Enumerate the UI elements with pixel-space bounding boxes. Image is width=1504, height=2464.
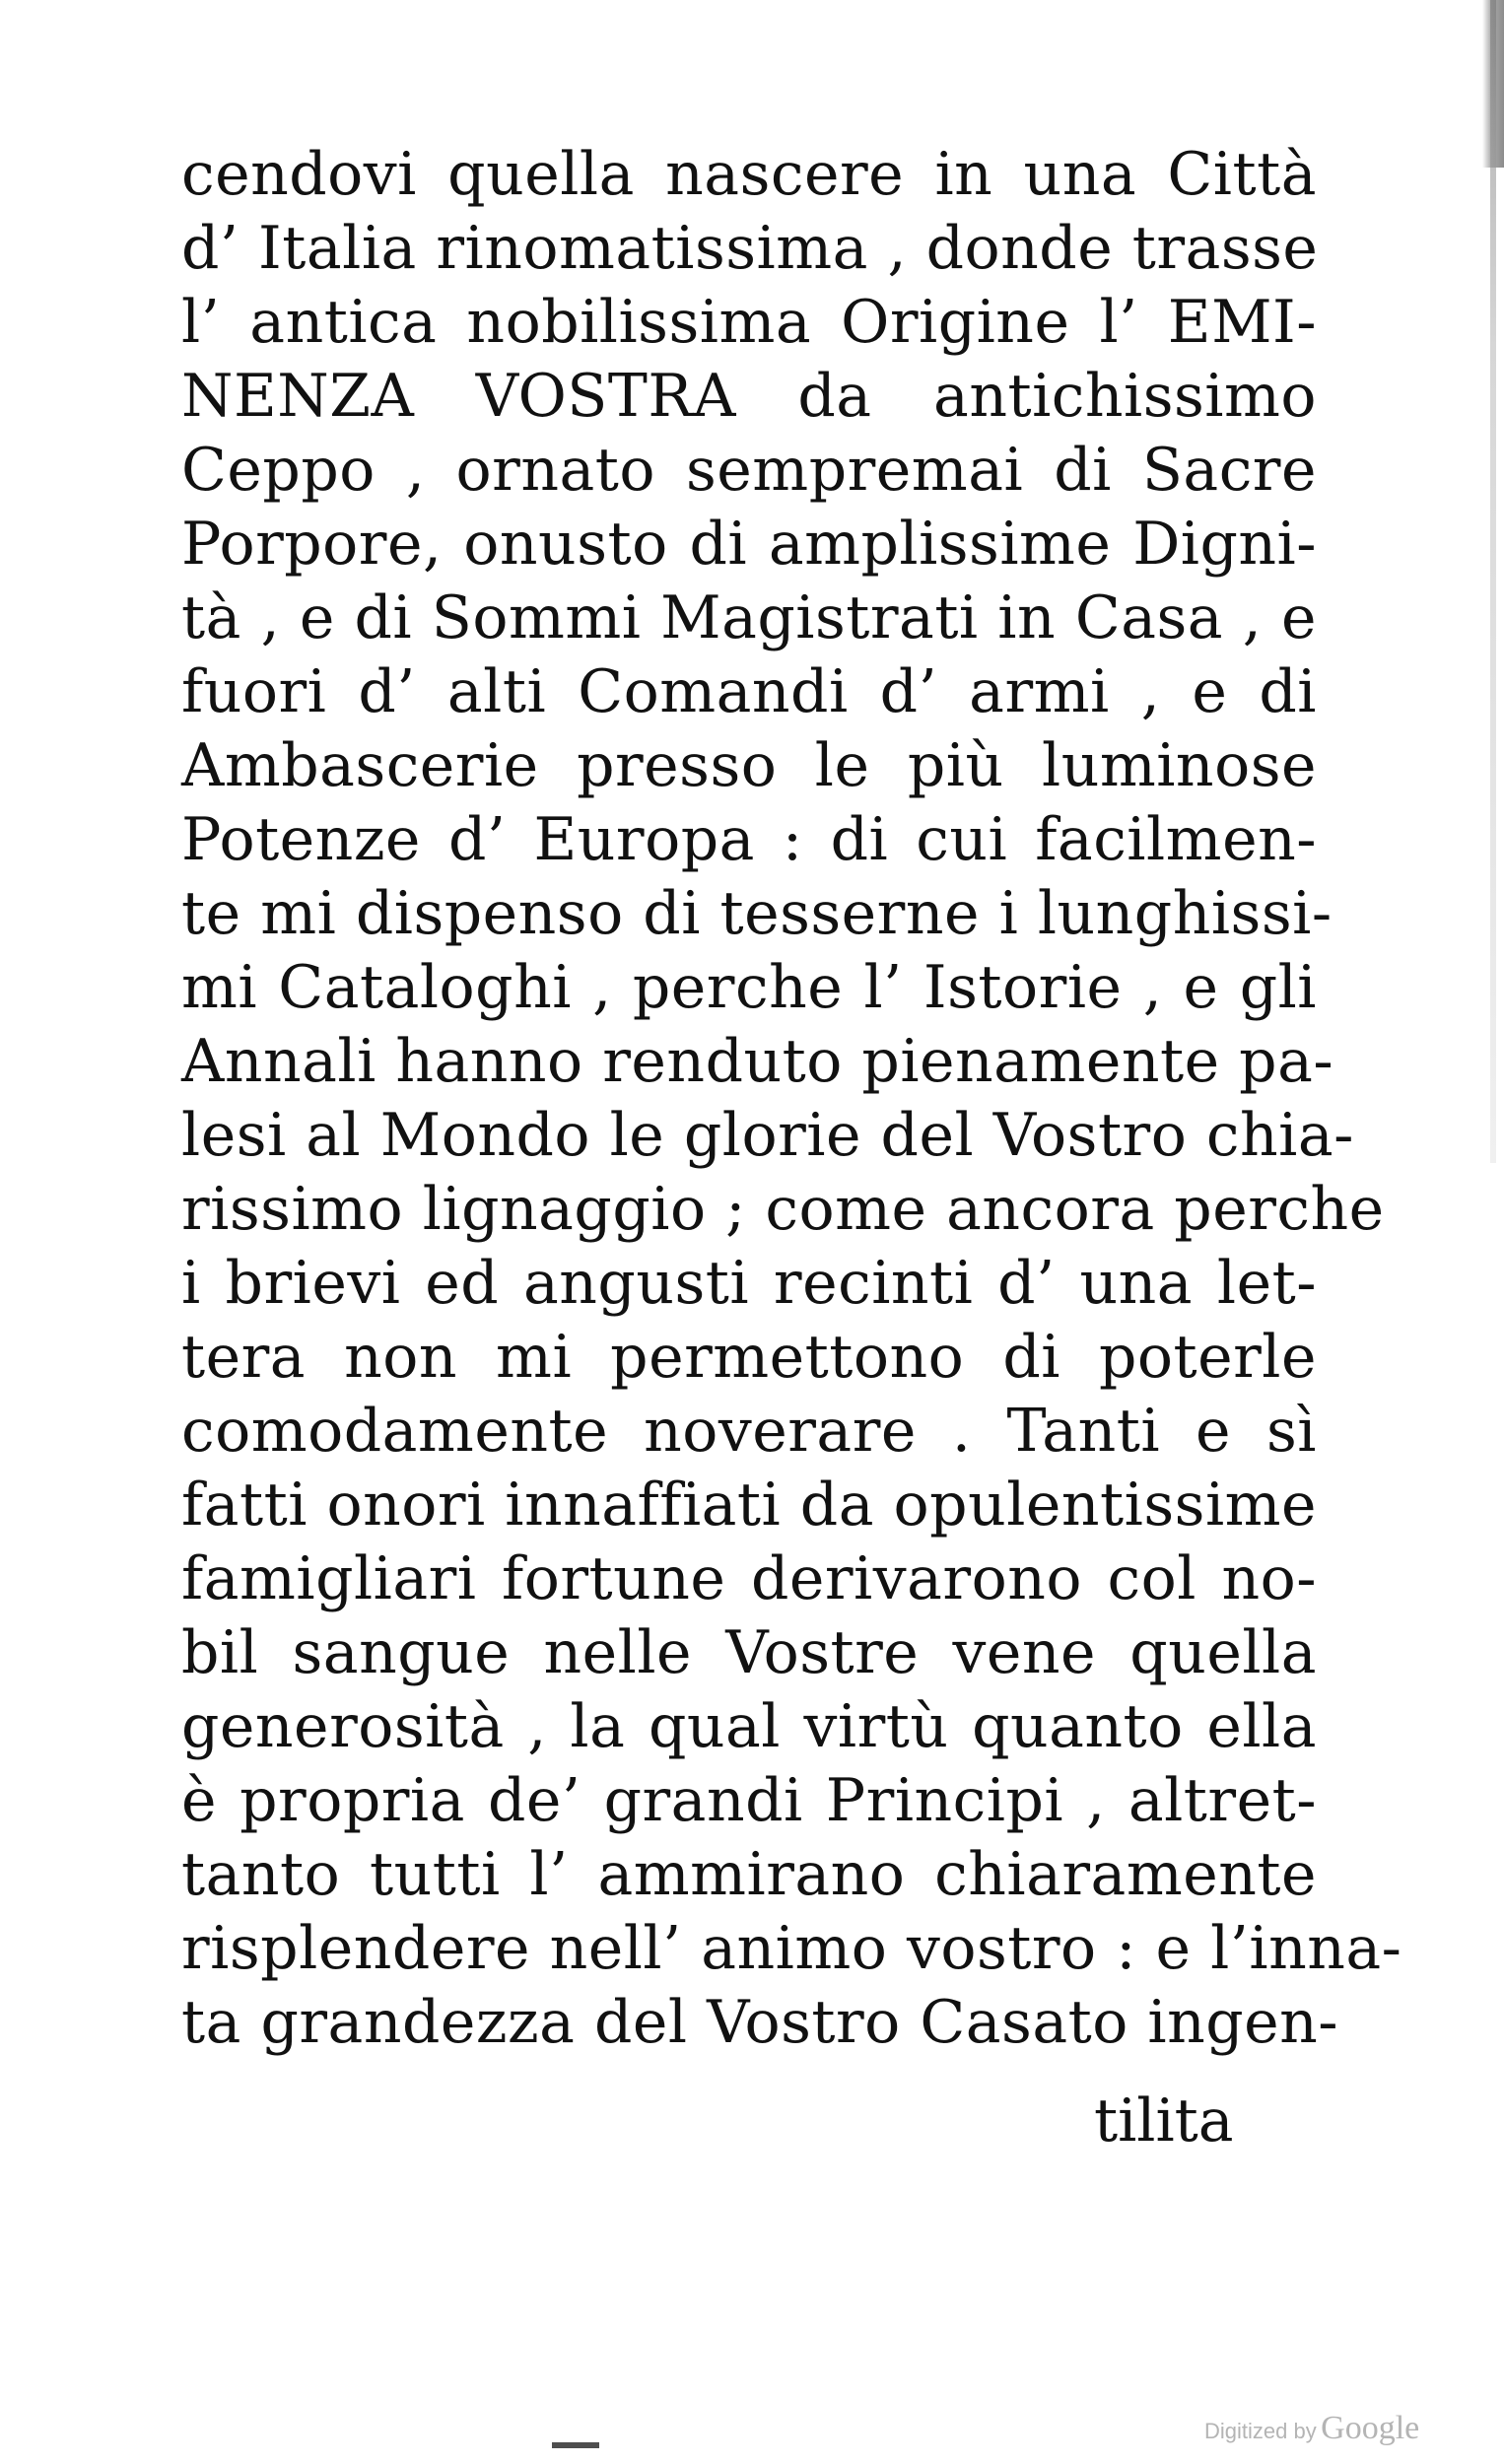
text-line: famigliari fortune derivarono col no- [181,1544,1317,1613]
body-text [181,138,1402,2060]
page-bottom-mark [552,2442,599,2448]
text-line: l’ antica nobilissima Origine l’ EMI- [181,288,1317,357]
page-edge-line [1490,0,1496,1163]
text-line: Porpore, onusto di amplissime Digni- [181,510,1317,579]
text-line: è propria de’ grandi Principi , altret- [181,1766,1317,1835]
catchword: tilita [1094,2087,1234,2156]
text-line: tanto tutti l’ ammirano chiaramente [181,1840,1317,1909]
text-line: Annali hanno renduto pienamente pa- [181,1027,1334,1096]
text-line: cendovi quella nascere in una Città [181,140,1317,209]
digitized-watermark [1204,2409,1419,2448]
watermark-brand: Google [1321,2410,1420,2446]
text-line: d’ Italia rinomatissima , donde trasse [181,214,1319,283]
text-line: Ambascerie presso le più luminose [181,731,1317,800]
text-line: te mi dispenso di tesserne i lunghissi- [181,879,1333,948]
text-line: comodamente noverare . Tanti e sì [181,1397,1317,1466]
watermark-prefix: Digitized by [1204,2419,1317,2443]
text-line: bil sangue nelle Vostre vene quella [181,1618,1317,1687]
text-line: ta grandezza del Vostro Casato ingen- [181,1988,1339,2057]
text-line: Potenze d’ Europa : di cui facilmen- [181,805,1317,874]
text-line: lesi al Mondo le glorie del Vostro chia- [181,1101,1354,1170]
text-line: generosità , la qual virtù quanto ella [181,1692,1317,1761]
text-line: tà , e di Sommi Magistrati in Casa , e [181,583,1317,652]
text-line: i brievi ed angusti recinti d’ una let- [181,1249,1317,1318]
text-line: Ceppo , ornato sempremai di Sacre [181,436,1317,505]
text-line: mi Cataloghi , perche l’ Istorie , e gli [181,953,1317,1022]
text-line: rissimo lignaggio ; come ancora perche [181,1175,1385,1244]
text-line: tera non mi permettono di poterle [181,1323,1317,1392]
text-line: risplendere nell’ animo vostro : e l’inna- [181,1914,1402,1983]
text-line: fatti onori innaffiati da opulentissime [181,1471,1318,1540]
text-line: fuori d’ alti Comandi d’ armi , e di [181,657,1317,726]
text-line: NENZA VOSTRA da antichissimo [181,362,1317,431]
